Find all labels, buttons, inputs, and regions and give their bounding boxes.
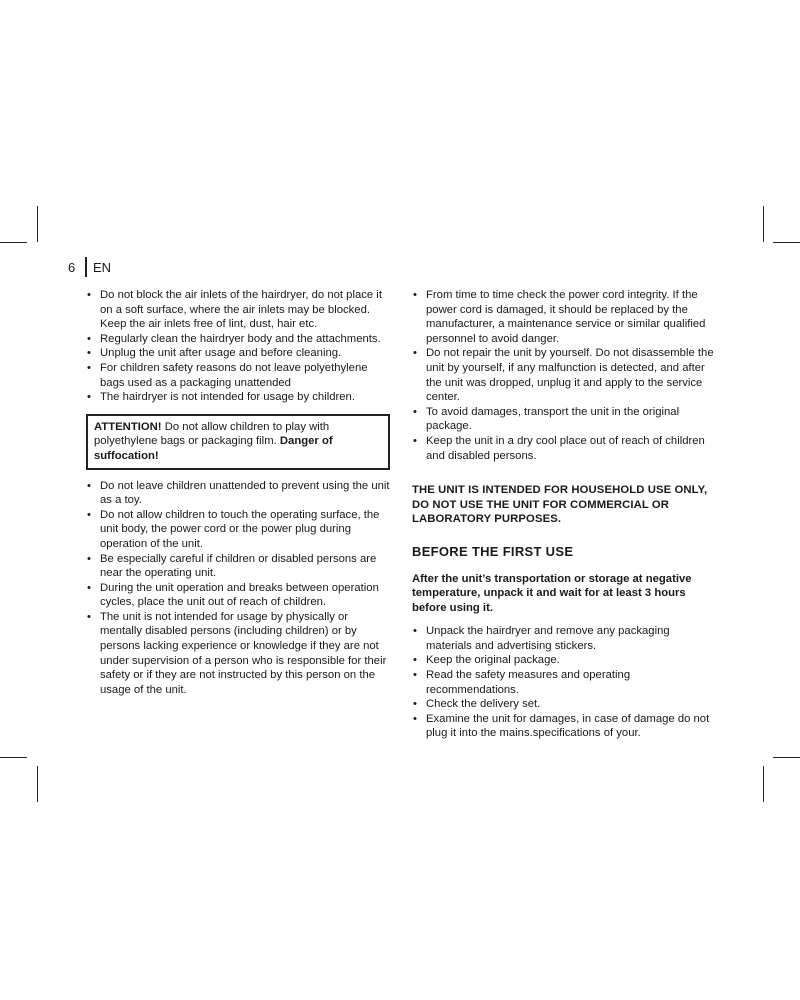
page-header bbox=[68, 257, 111, 277]
crop-mark bbox=[37, 206, 38, 242]
left-column bbox=[86, 288, 390, 697]
list-item: • From time to time check the power cord integrity. If the power cord is damaged, it should be replaced by the manufacturer, a maintenance service or similar qualified personnel to avoid danger. bbox=[412, 288, 717, 346]
right-column bbox=[412, 288, 717, 741]
attention-box bbox=[86, 414, 390, 470]
section-heading: BEFORE THE FIRST USE bbox=[412, 543, 574, 559]
list-item: • Regularly clean the hairdryer body and the attachments. bbox=[86, 332, 390, 347]
list-item: • The unit is not intended for usage by physically or mentally disabled persons (including children) or by persons lacking experience or knowledge if they are not under supervision of a person who is responsible for their safety or if they are not instructed by this person on the usage of the unit. bbox=[86, 610, 390, 698]
first-use-list bbox=[412, 624, 717, 741]
crop-mark bbox=[773, 242, 800, 243]
crop-mark bbox=[37, 766, 38, 802]
crop-mark bbox=[0, 242, 27, 243]
list-item: • To avoid damages, transport the unit in the original package. bbox=[412, 405, 717, 434]
crop-mark bbox=[763, 766, 764, 802]
list-item: • Keep the original package. bbox=[412, 653, 717, 668]
safety-list-top bbox=[86, 288, 390, 405]
list-item: • Do not repair the unit by yourself. Do not disassemble the unit by yourself, if any malfunction is detected, and after the unit was dropped, unplug it and apply to the service center. bbox=[412, 346, 717, 404]
list-item: • Do not block the air inlets of the hairdryer, do not place it on a soft surface, where the air inlets may be blocked. Keep the air inlets free of lint, dust, hair etc. bbox=[86, 288, 390, 332]
list-item: • Do not leave children unattended to prevent using the unit as a toy. bbox=[86, 479, 390, 508]
list-item: • Be especially careful if children or disabled persons are near the operating unit. bbox=[86, 552, 390, 581]
safety-list-continued bbox=[412, 288, 717, 463]
crop-mark bbox=[763, 206, 764, 242]
list-item: • Keep the unit in a dry cool place out of reach of children and disabled persons. bbox=[412, 434, 717, 463]
list-item: • Do not allow children to touch the operating surface, the unit body, the power cord or the power plug during operation of the unit. bbox=[86, 508, 390, 552]
page-number: 6 bbox=[68, 259, 76, 275]
list-item: • Check the delivery set. bbox=[412, 697, 717, 712]
attention-text: Do not allow children to play with polyethylene bags or packaging film. bbox=[94, 420, 330, 448]
list-item: • Read the safety measures and operating recommendations. bbox=[412, 668, 717, 697]
list-item: • Unplug the unit after usage and before cleaning. bbox=[86, 346, 390, 361]
list-item: • During the unit operation and breaks between operation cycles, place the unit out of reach of children. bbox=[86, 581, 390, 610]
household-use-notice: THE UNIT IS INTENDED FOR HOUSEHOLD USE ONLY, DO NOT USE THE UNIT FOR COMMERCIAL OR LABORATORY PURPOSES. bbox=[412, 484, 708, 526]
transport-notice: After the unit’s transportation or storage at negative temperature, unpack it and wait for at least 3 hours before using it. bbox=[412, 572, 692, 614]
list-item: • Unpack the hairdryer and remove any packaging materials and advertising stickers. bbox=[412, 624, 717, 653]
crop-mark bbox=[0, 757, 27, 758]
safety-list-bottom bbox=[86, 479, 390, 698]
attention-label: ATTENTION! bbox=[94, 420, 162, 433]
header-divider bbox=[85, 257, 87, 277]
list-item: • Examine the unit for damages, in case of damage do not plug it into the mains.specifications of your. bbox=[412, 712, 717, 741]
list-item: • The hairdryer is not intended for usage by children. bbox=[86, 390, 390, 405]
crop-mark bbox=[773, 757, 800, 758]
danger-warning: Danger of suffocation! bbox=[94, 435, 333, 462]
language-label: EN bbox=[93, 259, 112, 275]
list-item: • For children safety reasons do not leave polyethylene bags used as a packaging unattended bbox=[86, 361, 390, 390]
